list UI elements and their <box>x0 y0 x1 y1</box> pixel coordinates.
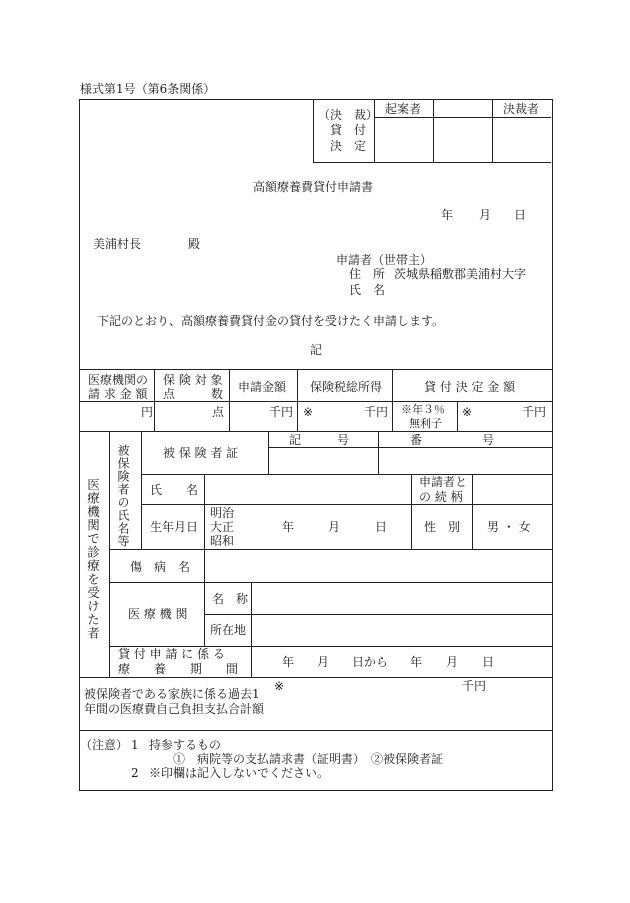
name-birth-divider <box>204 474 205 549</box>
institution-label: 医 療 機 関 <box>128 607 188 621</box>
approval-header-line <box>374 117 551 118</box>
approval-box-bottom <box>313 162 551 163</box>
approval-box-left <box>313 99 314 162</box>
relation-sex-divider <box>411 474 412 549</box>
approval-decision-3: 決 定 <box>330 139 367 153</box>
patient-section-bottom <box>79 677 552 678</box>
family-total-line-2: 年間の医療費自己負担支払合計額 <box>84 702 265 716</box>
drafter-label: 起案者 <box>385 102 422 116</box>
approval-decision-1: （決 裁） <box>318 108 379 122</box>
sex-value: 男 ・ 女 <box>487 520 531 534</box>
notes-item1-sub: ① 病院等の支払請求書（証明書） ②被保険者証 <box>173 752 444 766</box>
family-total-bottom <box>79 730 552 731</box>
unit-thousand-yen-2: 千円 <box>364 405 389 419</box>
amount-col-4 <box>392 369 393 431</box>
birth-label: 生年月日 <box>150 520 199 534</box>
insured-side-label: 被保険者の氏名等 <box>116 444 130 548</box>
header-points-1: 保 険 対 象 <box>163 373 223 387</box>
approval-decision-2: 貸 付 <box>330 123 367 137</box>
date-month: 月 <box>479 208 492 222</box>
birth-bottom-line <box>109 549 552 550</box>
notes-item1: 持参するもの <box>149 738 222 752</box>
applicant-name-label: 氏 名 <box>349 283 386 297</box>
date-day: 日 <box>514 208 527 222</box>
header-points-2: 点 数 <box>163 387 224 401</box>
notes-label: （注意） <box>80 738 129 752</box>
approver-label: 決裁者 <box>503 102 540 116</box>
income-mark: ※ <box>303 405 314 419</box>
applicant-address-value: 茨城県稲敷郡美浦村大字 <box>394 267 527 281</box>
patient-side-label: 医療機関で診療を受けた者 <box>85 478 101 640</box>
form-title: 高額療養費貸付申請書 <box>253 180 374 194</box>
rate-line-2: 無利子 <box>409 417 442 430</box>
addressee-honorific: 殿 <box>188 237 201 251</box>
birth-month: 月 <box>328 520 341 534</box>
amount-col-5 <box>457 401 458 431</box>
period-from-year: 年 <box>282 655 295 669</box>
relation-label-2: の 続 柄 <box>419 490 463 504</box>
inst-name-bottom-line <box>204 614 552 615</box>
header-decision-amount: 貸 付 決 定 金 額 <box>424 380 516 394</box>
header-claim-2: 請 求 金 額 <box>88 387 148 401</box>
amount-table-top <box>79 369 552 370</box>
notes-item2: ※印欄は記入しないでください。 <box>149 766 330 780</box>
inst-address-label: 所在地 <box>210 623 247 637</box>
inst-name-label: 名 称 <box>212 592 249 606</box>
unit-yen: 円 <box>141 405 154 419</box>
period-to-day: 日 <box>482 655 495 669</box>
form-number: 様式第1号（第6条関係） <box>80 82 216 96</box>
amount-table-bottom <box>79 431 552 432</box>
approval-divider-2 <box>433 99 434 162</box>
period-label-1: 貸 付 申 請 に 係 る <box>118 647 225 661</box>
approval-divider-3 <box>492 99 493 162</box>
unit-points: 点 <box>212 405 225 419</box>
unit-thousand-yen-3: 千円 <box>522 405 547 419</box>
relation-value-divider <box>472 474 473 549</box>
period-to-month: 月 <box>446 655 459 669</box>
disease-label: 傷 病 名 <box>130 560 191 574</box>
patient-side-divider <box>109 431 110 677</box>
era-taisho: 大正 <box>210 520 235 534</box>
amount-col-1 <box>154 369 155 431</box>
period-to-year: 年 <box>410 655 423 669</box>
birth-year: 年 <box>282 520 295 534</box>
notes-item2-num: 2 <box>131 766 139 780</box>
card-bottom-line <box>141 474 552 475</box>
rate-line-1: ※年３％ <box>401 403 445 416</box>
period-from-month: 月 <box>317 655 330 669</box>
relation-label-1: 申請者と <box>419 475 468 489</box>
disease-bottom-line <box>109 582 552 583</box>
disease-divider <box>204 549 205 582</box>
period-from-day: 日から <box>352 655 389 669</box>
name-label: 氏 名 <box>150 483 199 497</box>
amount-col-3 <box>297 369 298 431</box>
date-year: 年 <box>441 208 454 222</box>
family-total-line-1: 被保険者である家族に係る過去1 <box>84 687 260 701</box>
header-claim-1: 医療機関の <box>88 373 149 387</box>
family-total-unit: 千円 <box>462 679 487 693</box>
insurance-card-label: 被 保 険 者 証 <box>163 446 239 460</box>
header-income: 保険税総所得 <box>310 380 383 394</box>
addressee-name: 美浦村長 <box>93 237 142 251</box>
family-total-mark: ※ <box>274 679 285 693</box>
card-header-line <box>268 447 552 448</box>
amount-col-2 <box>229 369 230 431</box>
ki-mark: 記 <box>310 343 323 357</box>
birth-day: 日 <box>375 520 388 534</box>
sex-label: 性 別 <box>424 520 461 534</box>
amount-table-header-bottom <box>79 401 552 402</box>
number-label: 番 号 <box>410 433 495 447</box>
applicant-address-label: 住 所 <box>349 267 386 281</box>
period-label-2: 療 養 期 間 <box>118 662 239 676</box>
header-request-amount: 申請金額 <box>238 380 287 394</box>
symbol-label: 記 号 <box>289 433 350 447</box>
unit-thousand-yen-1: 千円 <box>269 405 294 419</box>
era-showa: 昭和 <box>210 534 235 548</box>
name-bottom-line <box>141 504 552 505</box>
notes-item1-num: 1 <box>131 738 139 752</box>
applicant-heading: 申請者（世帯主） <box>336 253 433 267</box>
insured-label-divider <box>141 431 142 549</box>
period-divider <box>251 646 252 677</box>
request-text: 下記のとおり、高額療養費貸付金の貸付を受けたく申請します。 <box>97 314 445 328</box>
decision-mark: ※ <box>462 405 473 419</box>
era-meiji: 明治 <box>210 506 235 520</box>
card-divider <box>268 431 269 474</box>
symbol-number-divider <box>378 431 379 474</box>
